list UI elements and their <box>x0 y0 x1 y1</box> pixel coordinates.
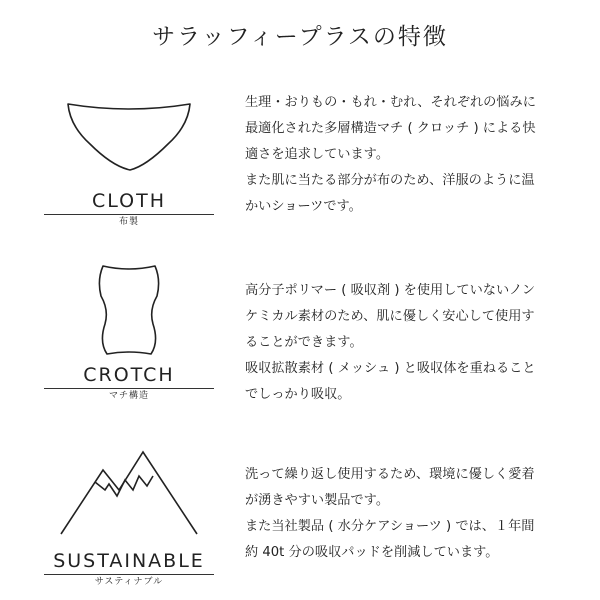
feature-cloth-divider <box>44 214 214 215</box>
crotch-icon <box>89 262 169 358</box>
description-line: 高分子ポリマー ( 吸収剤 ) を使用していないノン <box>245 283 536 298</box>
panty-icon <box>64 96 194 176</box>
feature-crotch-divider <box>44 388 214 389</box>
description-line: でしっかり吸収。 <box>245 387 351 402</box>
description-line: が湧きやすい製品です。 <box>245 493 390 508</box>
feature-crotch-description <box>245 278 575 408</box>
description-line: ケミカル素材のため、肌に優しく安心して使用す <box>245 309 535 324</box>
feature-crotch-label-group <box>44 262 214 402</box>
feature-sustainable-description <box>245 462 575 566</box>
description-line: ることができます。 <box>245 335 363 350</box>
feature-sustainable-subtitle: サスティナブル <box>94 577 164 587</box>
feature-sustainable-name: SUSTAINABLE <box>53 550 205 572</box>
page-title: サラッフィープラスの特徴 <box>152 24 448 50</box>
feature-sustainable-label-group <box>44 450 214 588</box>
feature-cloth-label-group <box>44 96 214 228</box>
mountain-icon <box>59 450 199 536</box>
feature-sustainable-divider <box>44 574 214 575</box>
description-line: かいショーツです。 <box>245 199 362 214</box>
description-line: 適さを追求しています。 <box>245 147 390 162</box>
feature-cloth-subtitle: 布製 <box>118 217 139 227</box>
description-line: 吸収拡散素材 ( メッシュ ) と吸収体を重ねること <box>245 361 536 376</box>
description-line: また当社製品 ( 水分ケアショーツ ) では、１年間 <box>245 519 535 534</box>
description-line: また肌に当たる部分が布のため、洋服のように温 <box>245 173 535 188</box>
description-line: 洗って繰り返し使用するため、環境に優しく愛着 <box>245 467 535 482</box>
feature-crotch-name: CROTCH <box>83 364 175 386</box>
feature-cloth-description <box>245 90 575 220</box>
description-line: 生理・おりもの・もれ・むれ、それぞれの悩みに <box>245 95 536 110</box>
feature-cloth-name: CLOTH <box>91 190 167 212</box>
description-line: 最適化された多層構造マチ ( クロッチ ) による快 <box>245 121 536 136</box>
description-line: 約 40t 分の吸収パッドを削減しています。 <box>245 545 499 560</box>
feature-crotch-subtitle: マチ構造 <box>108 391 149 401</box>
